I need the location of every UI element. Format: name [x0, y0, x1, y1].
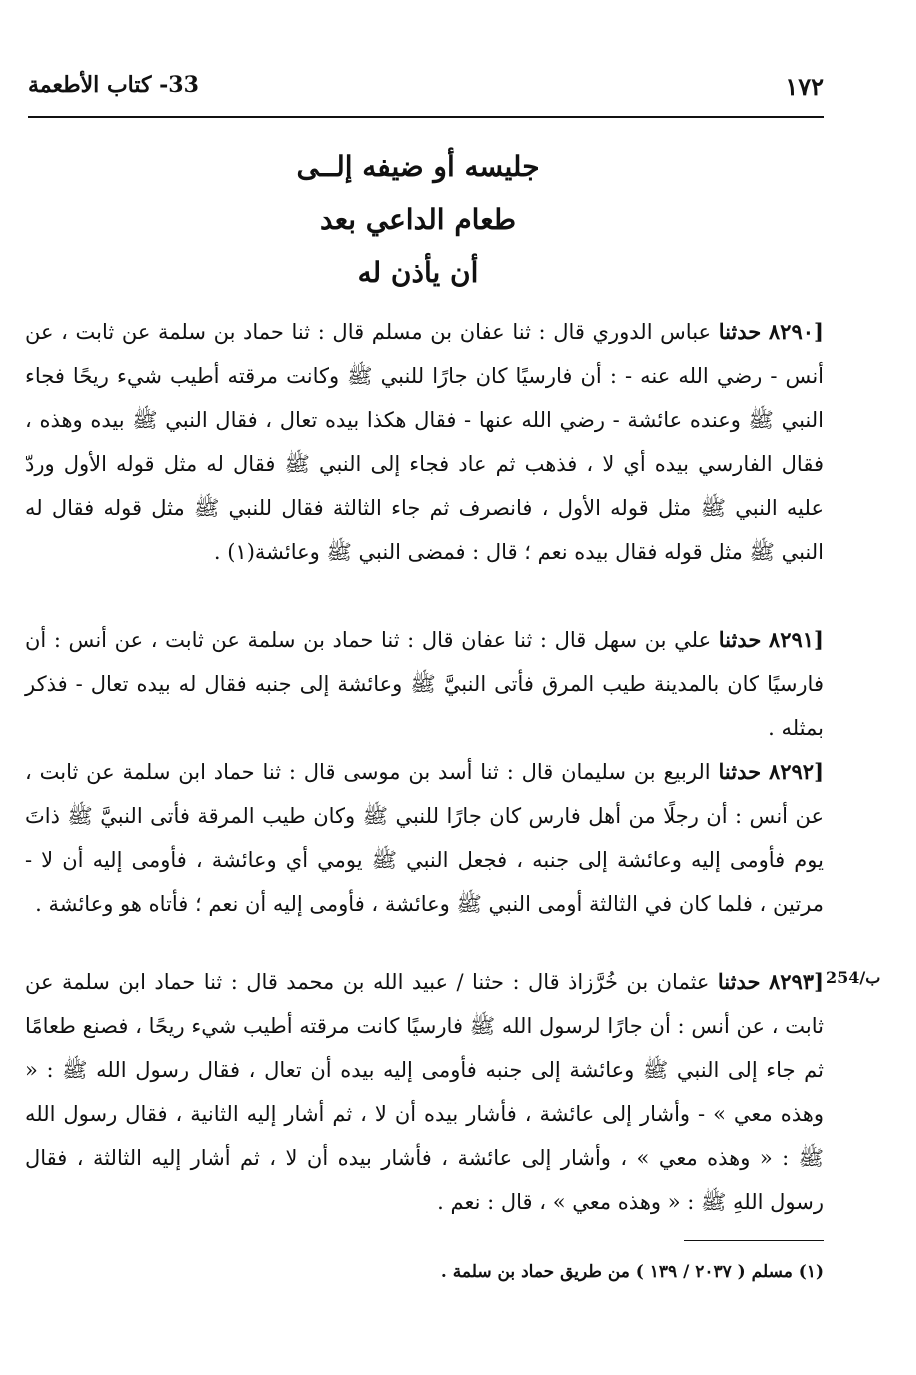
- chapter-title-line-1: جليسه أو ضيفه إلــى: [296, 150, 540, 183]
- hadith-number: [٨٢٩٠: [768, 319, 824, 344]
- page-number: ١٧٢: [785, 72, 824, 101]
- hadith-8291: [25, 618, 824, 750]
- hadith-text: عباس الدوري قال : ثنا عفان بن مسلم قال : ثنا حماد بن سلمة عن ثابت ، عن أنس - رضي الله عنه - : أن فارسيًا كان جارًا للنبي ﷺ وكانت مرقته أطيب شيء ريحًا فجاء النبي ﷺ وعنده عائشة - رضي الله عنها - فقال هكذا بيده تعال ، فقال النبي ﷺ بيده وهذه ، فقال الفارسي بيده أي لا ، فذهب ثم عاد فجاء إلى النبي ﷺ فقال له مثل قوله الأول وردّ عليه النبي ﷺ مثل قوله الأول ، فانصرف ثم جاء الثالثة فقال للنبي ﷺ مثل قوله فقال له النبي ﷺ مثل قوله فقال بيده نعم ؛ قال : فمضى النبي ﷺ وعائشة(١) .: [25, 320, 824, 564]
- hadith-text: عثمان بن خُرَّزاذ قال : حثنا / عبيد الله بن محمد قال : ثنا حماد ابن سلمة عن ثابت ، عن أنس : أن جارًا لرسول الله ﷺ فارسيًا كانت مرقته أطيب شيء ريحًا ، فصنع طعامًا ثم جاء إلى النبي ﷺ وعائشة إلى جنبه فأومى إليه بيده أن تعال ، فقال رسول الله ﷺ : « وهذه معي » - وأشار إلى عائشة ، فأشار بيده أن لا ، ثم أشار إليه الثانية ، فقال رسول الله ﷺ : « وهذه معي » ، وأشار إلى عائشة ، فأشار بيده أن لا ، ثم أشار إليه الثالثة ، فقال رسول اللهِ ﷺ : « وهذه معي » ، قال : نعم .: [25, 970, 824, 1214]
- footnote-divider: [684, 1240, 824, 1241]
- hadith-8292: [25, 750, 824, 926]
- book-title: 33- كتاب الأطعمة: [28, 72, 199, 98]
- hadith-number: [٨٢٩٢: [768, 759, 824, 784]
- chapter-title-line-2: طعام الداعي بعد: [320, 203, 516, 236]
- hadith-intro: حدثنا: [718, 759, 762, 784]
- hadith-text: الربيع بن سليمان قال : ثنا أسد بن موسى قال : ثنا حماد ابن سلمة عن ثابت ، عن أنس : أن رجلًا من أهل فارس كان جارًا للنبي ﷺ وكان طيب المرقة فأتى النبيَّ ﷺ ذاتَ يوم فأومى إليه وعائشة إلى جنبه ، فجعل النبي ﷺ يومي أي وعائشة ، فأومى إليه أن لا - مرتين ، فلما كان في الثالثة أومى النبي ﷺ وعائشة ، فأومى إليه أن نعم ؛ فأتاه هو وعائشة .: [25, 760, 824, 916]
- hadith-intro: حدثنا: [718, 319, 762, 344]
- chapter-title-line-3: أن يأذن له: [357, 256, 479, 289]
- hadith-number: [٨٢٩٣: [768, 969, 824, 994]
- margin-note: 254/ب: [826, 968, 881, 987]
- hadith-8290: [25, 310, 824, 574]
- hadith-intro: حدثنا: [718, 627, 762, 652]
- page-header: [28, 70, 824, 118]
- hadith-text: علي بن سهل قال : ثنا عفان قال : ثنا حماد بن سلمة عن ثابت ، عن أنس : أن فارسيًا كان بالمدينة طيب المرق فأتى النبيَّ ﷺ وعائشة إلى جنبه فقال له بيده تعال - فذكر بمثله .: [25, 628, 824, 740]
- footnote: (١) مسلم ( ٢٠٣٧ / ١٣٩ ) من طريق حماد بن سلمة .: [440, 1262, 824, 1282]
- hadith-number: [٨٢٩١: [768, 627, 824, 652]
- hadith-8293: [25, 960, 824, 1224]
- hadith-intro: حدثنا: [717, 969, 761, 994]
